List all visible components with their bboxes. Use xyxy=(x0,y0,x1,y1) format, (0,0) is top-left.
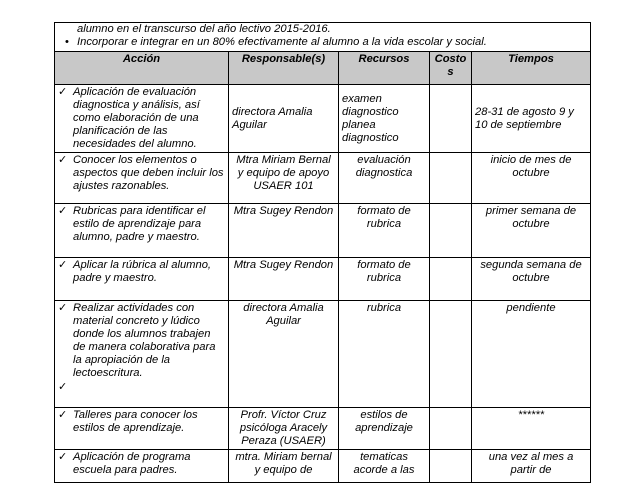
checkmark-icon: ✓ xyxy=(58,451,68,463)
accion-text: Aplicar la rúbrica al alumno, padre y maestro. xyxy=(73,259,212,284)
accion-text: Conocer los elementos o aspectos que deben incluir los ajustes razonables. xyxy=(73,154,224,192)
accion-text: Talleres para conocer los estilos de aprendizaje. xyxy=(73,409,198,434)
table-row xyxy=(55,153,591,204)
accion-cell xyxy=(55,258,229,301)
table-row xyxy=(55,408,591,450)
tiempos-cell: una vez al mes a partir de xyxy=(472,450,591,483)
checkmark-icon: ✓ xyxy=(58,409,68,421)
table-row xyxy=(55,204,591,258)
tiempos-cell: ****** xyxy=(472,408,591,450)
accion-text: Rubricas para identificar el estilo de aprendizaje para alumno, padre y maestro. xyxy=(73,205,206,243)
checkmark-icon: ✓ xyxy=(58,205,68,217)
checkmark-icon: ✓ xyxy=(58,302,68,314)
responsable-cell: mtra. Miriam bernal y equipo de xyxy=(229,450,339,483)
costo-cell xyxy=(430,85,472,153)
recursos-cell: formato de rubrica xyxy=(339,258,430,301)
responsable-cell: Mtra Miriam Bernal y equipo de apoyo USAER 101 xyxy=(229,153,339,204)
accion-text: Realizar actividades con material concreto y lúdico donde los alumnos trabajen de manera colaborativa para la apropiación de la lectoescritura. xyxy=(73,302,216,379)
checkmark-icon: ✓ xyxy=(58,381,68,393)
costo-cell xyxy=(430,204,472,258)
empty-check-item xyxy=(58,380,225,393)
table-row xyxy=(55,258,591,301)
accion-text: Aplicación de programa escuela para padres. xyxy=(73,451,191,476)
costo-cell xyxy=(430,301,472,408)
checkmark-icon: ✓ xyxy=(58,154,68,166)
table-row xyxy=(55,301,591,408)
responsable-cell: directora Amalia Aguilar xyxy=(229,301,339,408)
responsable-cell: Profr. Víctor Cruz psicóloga Aracely Peraza (USAER) xyxy=(229,408,339,450)
accion-cell xyxy=(55,153,229,204)
table-row xyxy=(55,85,591,153)
responsable-cell: Mtra Sugey Rendon xyxy=(229,204,339,258)
accion-text: Aplicación de evaluación diagnostica y análisis, así como elaboración de una planificación de las necesidades del alumno. xyxy=(73,86,200,150)
action-plan-table xyxy=(54,22,591,483)
responsable-cell: directora Amalia Aguilar xyxy=(229,85,339,153)
intro-cell xyxy=(55,23,591,52)
header-costo: Costo s xyxy=(430,52,472,85)
costo-cell xyxy=(430,408,472,450)
header-responsable: Responsable(s) xyxy=(229,52,339,85)
checkmark-icon: ✓ xyxy=(58,259,68,271)
tiempos-cell: pendiente xyxy=(472,301,591,408)
accion-cell xyxy=(55,450,229,483)
intro-line-1: alumno en el transcurso del año lectivo 2015-2016. xyxy=(77,23,331,35)
costo-cell xyxy=(430,153,472,204)
tiempos-cell: inicio de mes de octubre xyxy=(472,153,591,204)
costo-cell xyxy=(430,258,472,301)
accion-cell xyxy=(55,204,229,258)
accion-cell xyxy=(55,301,229,408)
costo-cell xyxy=(430,450,472,483)
intro-line-2: • Incorporar e integrar en un 80% efectivamente al alumno a la vida escolar y social. xyxy=(59,36,586,49)
intro-row xyxy=(55,23,591,52)
header-row xyxy=(55,52,591,85)
responsable-cell: Mtra Sugey Rendon xyxy=(229,258,339,301)
recursos-cell: formato de rubrica xyxy=(339,204,430,258)
accion-cell xyxy=(55,408,229,450)
recursos-cell: estilos de aprendizaje xyxy=(339,408,430,450)
header-accion: Acción xyxy=(55,52,229,85)
accion-cell xyxy=(55,85,229,153)
recursos-cell: evaluación diagnostica xyxy=(339,153,430,204)
recursos-cell: rubrica xyxy=(339,301,430,408)
header-recursos: Recursos xyxy=(339,52,430,85)
checkmark-icon: ✓ xyxy=(58,86,68,98)
tiempos-cell: 28-31 de agosto 9 y 10 de septiembre xyxy=(472,85,591,153)
tiempos-cell: segunda semana de octubre xyxy=(472,258,591,301)
recursos-cell: examen diagnostico planea diagnostico xyxy=(339,85,430,153)
table-row xyxy=(55,450,591,483)
header-tiempos: Tiempos xyxy=(472,52,591,85)
tiempos-cell: primer semana de octubre xyxy=(472,204,591,258)
recursos-cell: tematicas acorde a las xyxy=(339,450,430,483)
